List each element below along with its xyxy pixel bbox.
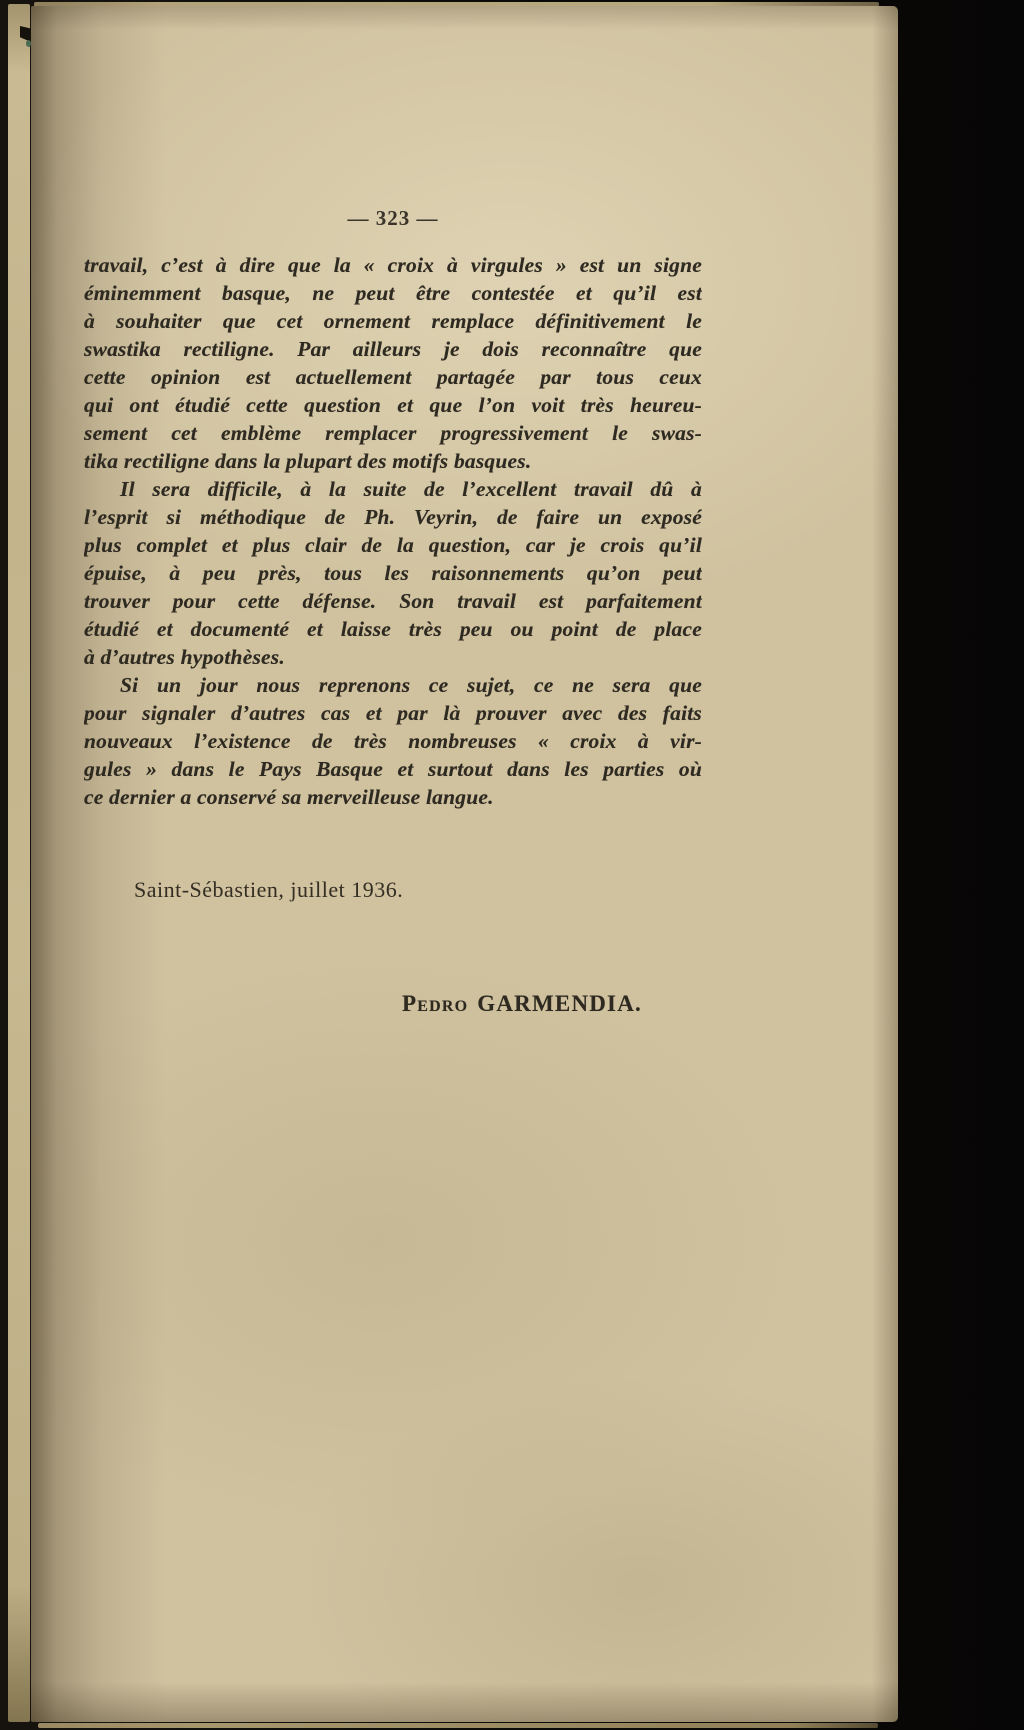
text-line: étudié et documenté et laisse très peu ou point de place bbox=[84, 617, 702, 641]
text-line: à d’autres hypothèses. bbox=[84, 645, 285, 669]
author-first-name: Pedro bbox=[402, 991, 469, 1016]
text-line: pour signaler d’autres cas et par là prouver avec des faits bbox=[84, 701, 702, 725]
paragraph bbox=[84, 475, 702, 671]
text-line: qui ont étudié cette question et que l’on voit très heureu- bbox=[84, 393, 702, 417]
text-line: travail, c’est à dire que la « croix à virgules » est un signe bbox=[84, 253, 702, 277]
author-last-name: GARMENDIA. bbox=[477, 991, 642, 1016]
book-page bbox=[31, 6, 898, 1722]
text-line: gules » dans le Pays Basque et surtout dans les parties où bbox=[84, 757, 702, 781]
text-line: nouveaux l’existence de très nombreuses « croix à vir- bbox=[84, 729, 702, 753]
text-line: sement cet emblème remplacer progressivement le swas- bbox=[84, 421, 702, 445]
paragraph bbox=[84, 251, 702, 475]
text-line: à souhaiter que cet ornement remplace définitivement le bbox=[84, 309, 702, 333]
text-line: épuise, à peu près, tous les raisonnements qu’on peut bbox=[84, 561, 702, 585]
body-text bbox=[84, 251, 702, 811]
dateline: Saint-Sébastien, juillet 1936. bbox=[134, 877, 404, 902]
text-line: tika rectiligne dans la plupart des motifs basques. bbox=[84, 449, 532, 473]
text-line: cette opinion est actuellement partagée par tous ceux bbox=[84, 365, 702, 389]
binding-edge-strip bbox=[8, 4, 30, 1722]
text-line: Si un jour nous reprenons ce sujet, ce ne sera que bbox=[120, 673, 702, 697]
text-line: éminemment basque, ne peut être contestée et qu’il est bbox=[84, 281, 702, 305]
page-number: — 323 — bbox=[347, 206, 439, 230]
text-line: ce dernier a conservé sa merveilleuse langue. bbox=[84, 785, 494, 809]
page-content bbox=[84, 6, 702, 1019]
author-signature bbox=[402, 989, 702, 1019]
text-line: l’esprit si méthodique de Ph. Veyrin, de faire un exposé bbox=[84, 505, 702, 529]
text-line: plus complet et plus clair de la question, car je crois qu’il bbox=[84, 533, 702, 557]
page-edge-bottom bbox=[38, 1723, 878, 1728]
paragraph bbox=[84, 671, 702, 811]
text-line: Il sera difficile, à la suite de l’excellent travail dû à bbox=[120, 477, 702, 501]
text-line: swastika rectiligne. Par ailleurs je dois reconnaître que bbox=[84, 337, 702, 361]
text-line: trouver pour cette défense. Son travail est parfaitement bbox=[84, 589, 702, 613]
